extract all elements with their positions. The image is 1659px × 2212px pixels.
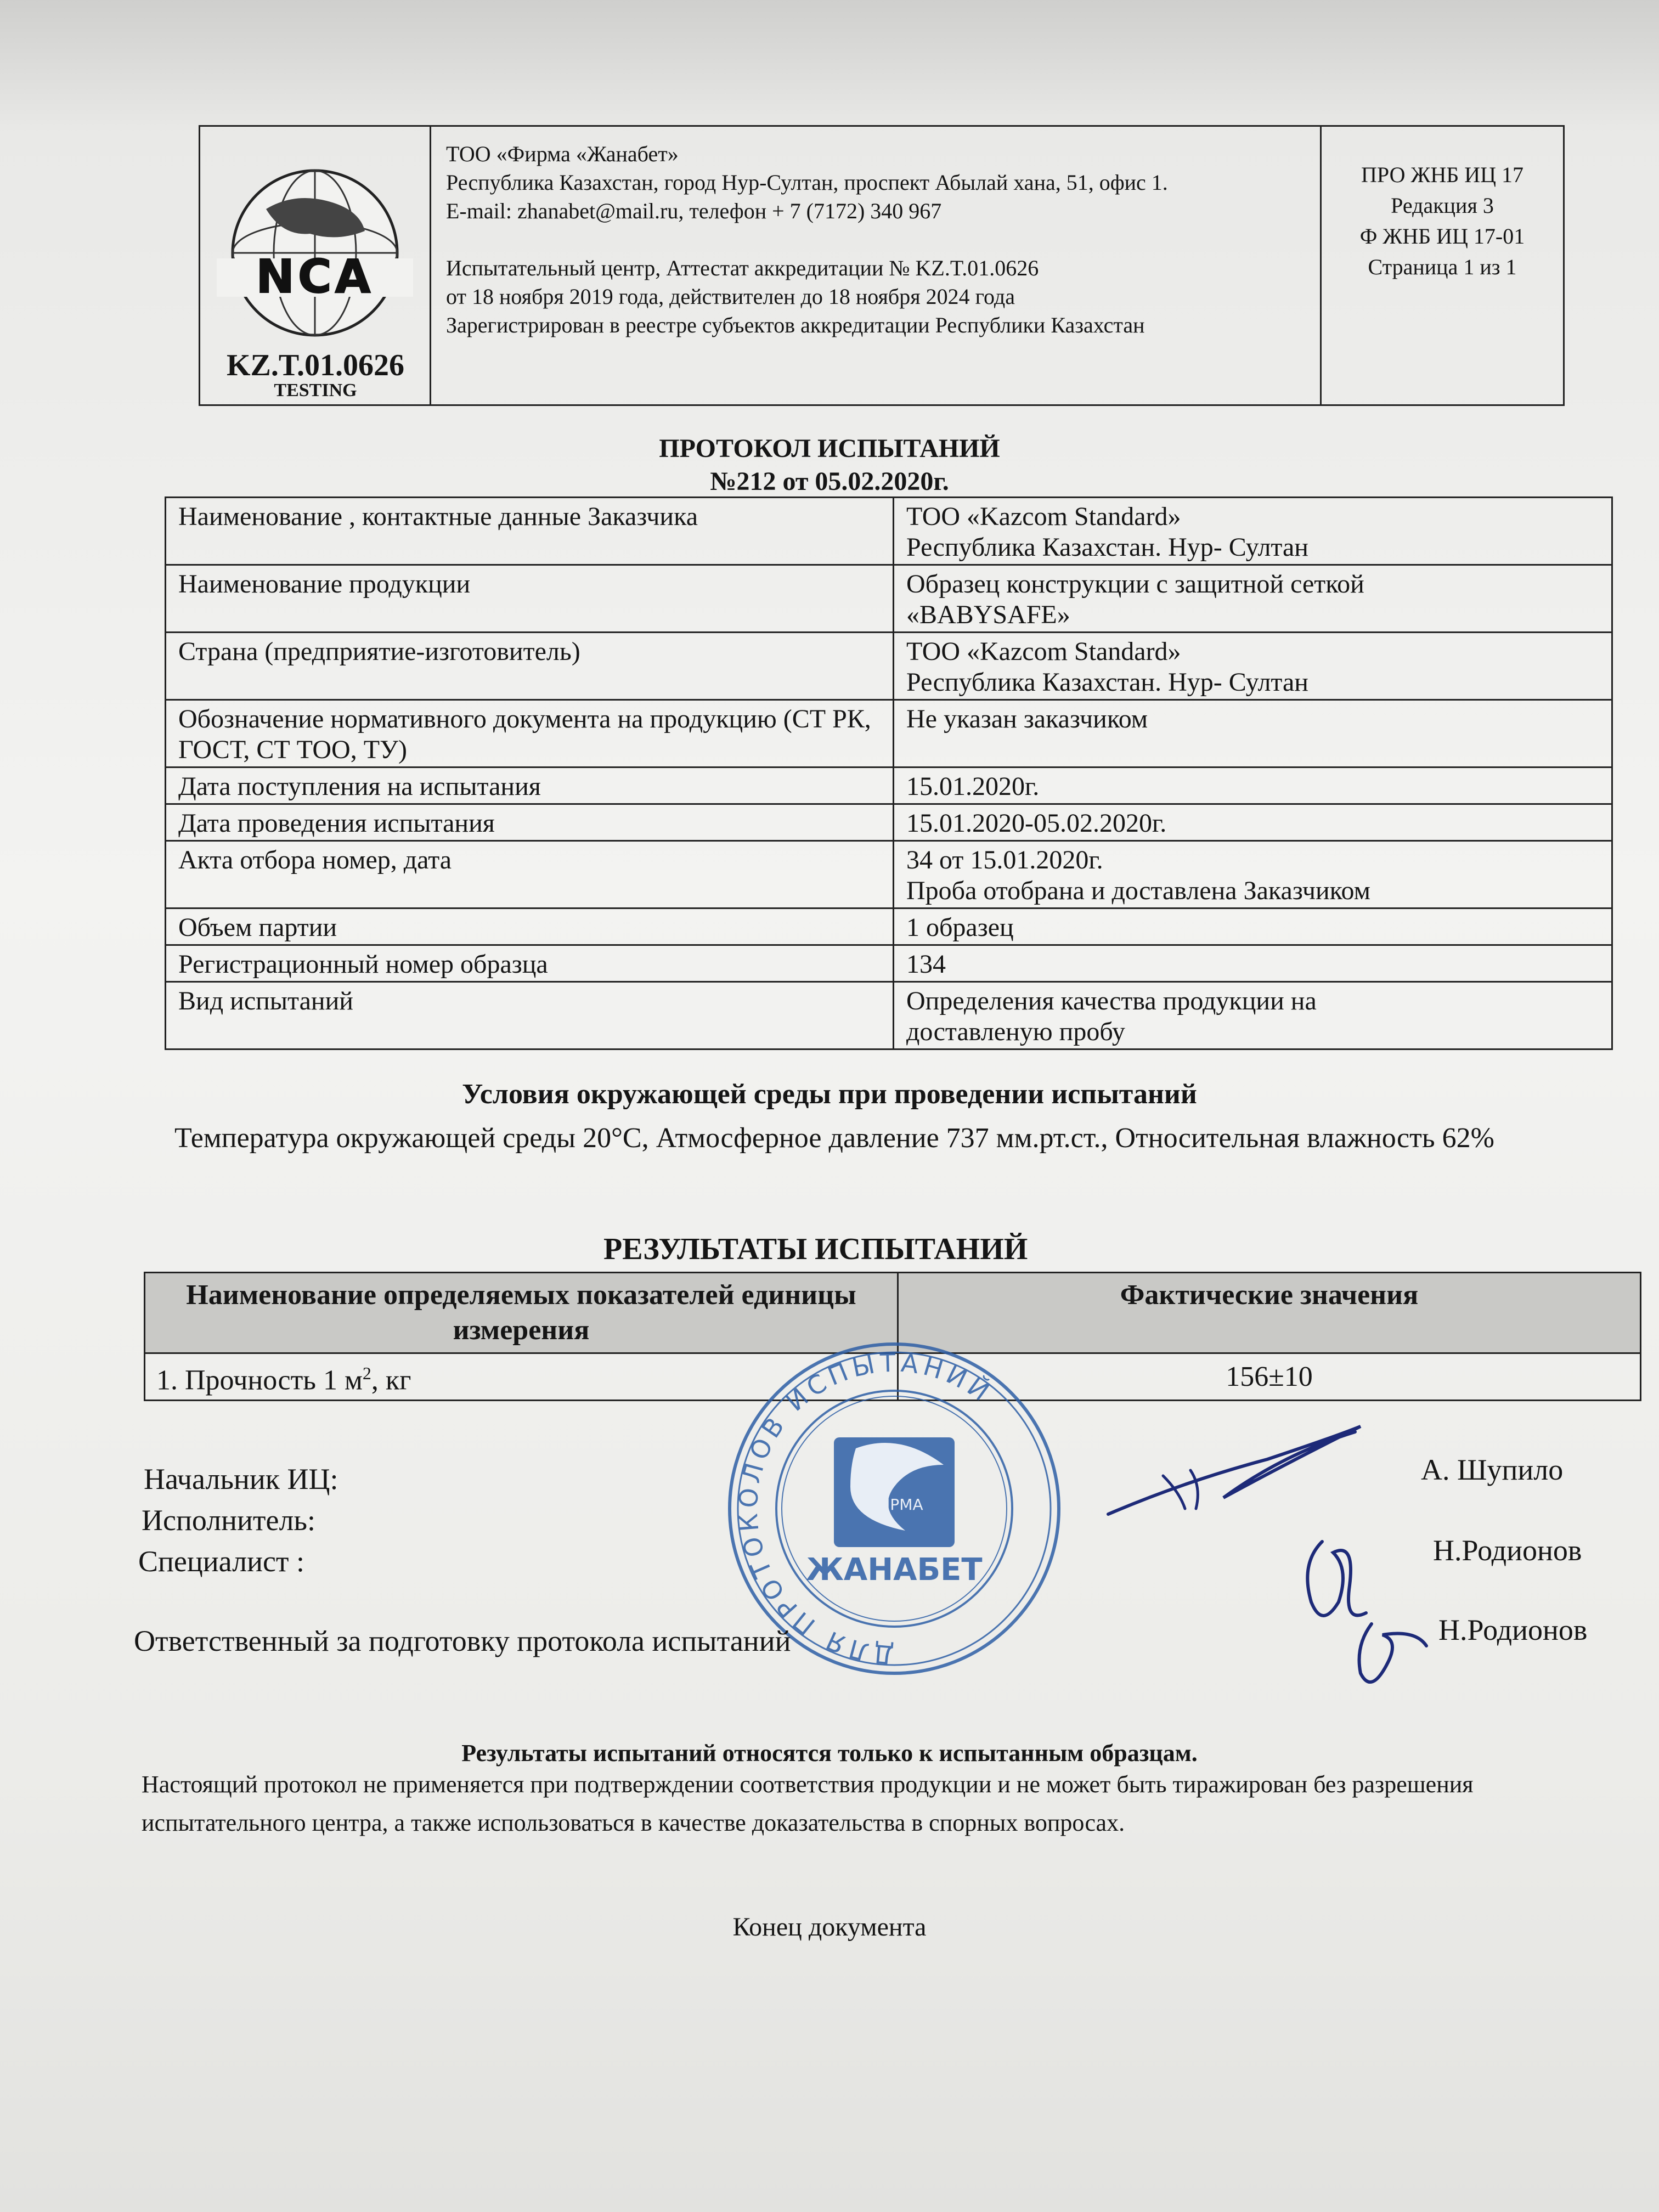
info-value-line: «BABYSAFE»	[906, 600, 1070, 629]
protocol-number: №212 от 05.02.2020г.	[710, 467, 949, 496]
info-value-line: ТОО «Kazcom Standard»	[906, 637, 1181, 666]
head-name: А. Шупило	[1421, 1453, 1564, 1486]
info-value	[894, 633, 1612, 700]
info-value	[894, 565, 1612, 633]
info-key: Страна (предприятие-изготовитель)	[166, 633, 894, 700]
results-col-indicator: Наименование определяемых показателей единицы измерения	[145, 1273, 898, 1353]
table-row	[166, 768, 1612, 804]
info-key: Дата проведения испытания	[166, 804, 894, 841]
table-row	[166, 565, 1612, 633]
info-key: Объем партии	[166, 909, 894, 945]
logo-cell	[200, 127, 431, 404]
table-row	[166, 633, 1612, 700]
doc-id-line: Редакция 3	[1391, 193, 1494, 218]
info-value	[894, 498, 1612, 565]
results-disclaimer-title: Результаты испытаний относятся только к испытанным образцам.	[461, 1740, 1198, 1767]
info-key: Обозначение нормативного документа на продукцию (СТ РК, ГОСТ, СТ ТОО, ТУ)	[166, 700, 894, 768]
info-value-line: ТОО «Kazcom Standard»	[906, 502, 1181, 531]
result-indicator-text: 1. Прочность 1 м	[156, 1364, 363, 1396]
info-key: Регистрационный номер образца	[166, 945, 894, 982]
info-key: Вид испытаний	[166, 982, 894, 1049]
org-line	[446, 225, 1168, 254]
logo-text: NCA	[256, 250, 374, 303]
info-value-line: 1 образец	[906, 913, 1014, 942]
info-value	[894, 804, 1612, 841]
info-value-line: Не указан заказчиком	[906, 704, 1148, 733]
info-value-line: Республика Казахстан. Нур- Султан	[906, 533, 1308, 562]
table-row	[166, 841, 1612, 909]
stamp-center-text: ЖАНАБЕТ	[806, 1552, 983, 1588]
info-value	[894, 768, 1612, 804]
result-indicator-sup: 2	[362, 1363, 371, 1383]
doc-id-line: Ф ЖНБ ИЦ 17-01	[1359, 224, 1525, 249]
info-value-line: 34 от 15.01.2020г.	[906, 845, 1103, 874]
responsible-name: Н.Родионов	[1438, 1613, 1588, 1646]
conditions-text: Температура окружающей среды 20°С, Атмосферное давление 737 мм.рт.ст., Относительная влажность 62%	[174, 1122, 1494, 1154]
organization-info	[446, 140, 1168, 340]
result-value: 156±10	[898, 1353, 1641, 1401]
specialist-signature	[1289, 1520, 1454, 1695]
results-disclaimer: Настоящий протокол не применяется при подтверждении соответствия продукции и не может быть тиражирован без разрешения испытательного центра, а также использоваться в качестве доказательства в спорных вопросах.	[142, 1771, 1474, 1836]
info-value-line: Республика Казахстан. Нур- Султан	[906, 668, 1308, 697]
info-value-line: доставленую пробу	[906, 1017, 1125, 1046]
doc-id-line: ПРО ЖНБ ИЦ 17	[1361, 162, 1523, 187]
org-line: E-mail: zhanabet@mail.ru, телефон + 7 (7172) 340 967	[446, 199, 942, 223]
specialist-name: Н.Родионов	[1433, 1534, 1582, 1567]
testing-label: TESTING	[274, 380, 357, 400]
info-value	[894, 945, 1612, 982]
stamp-ring-text: ДЛЯ ПРОТОКОЛОВ ИСПЫТАНИЙ	[733, 1347, 998, 1670]
info-value-line: 134	[906, 950, 946, 979]
doc-id-line: Страница 1 из 1	[1368, 255, 1517, 279]
results-col-value: Фактические значения	[898, 1273, 1641, 1353]
table-row	[166, 804, 1612, 841]
specialist-label: Специалист :	[138, 1545, 305, 1578]
info-value-line: Образец конструкции с защитной сеткой	[906, 569, 1364, 599]
info-value-line: 15.01.2020-05.02.2020г.	[906, 809, 1167, 838]
table-row	[166, 909, 1612, 945]
responsible-label: Ответственный за подготовку протокола испытаний	[134, 1624, 791, 1657]
org-line: ТОО «Фирма «Жанабет»	[446, 142, 679, 166]
table-row	[166, 498, 1612, 565]
org-line: Республика Казахстан, город Нур-Султан, проспект Абылай хана, 51, офис 1.	[446, 170, 1168, 195]
table-row	[166, 982, 1612, 1049]
head-label: Начальник ИЦ:	[144, 1463, 338, 1496]
table-row	[166, 945, 1612, 982]
info-value-line: Определения качества продукции на	[906, 986, 1317, 1015]
info-value	[894, 909, 1612, 945]
info-table	[165, 496, 1613, 1050]
protocol-title: ПРОТОКОЛ ИСПЫТАНИЙ	[659, 434, 1000, 463]
info-value-line: 15.01.2020г.	[906, 772, 1040, 801]
doc-id-block	[1322, 160, 1563, 283]
info-key: Наименование , контактные данные Заказчика	[166, 498, 894, 565]
stamp-small-text: ФИРМА	[865, 1496, 923, 1514]
result-indicator-unit: , кг	[371, 1364, 411, 1396]
info-key: Акта отбора номер, дата	[166, 841, 894, 909]
org-line: Зарегистрирован в реестре субъектов аккредитации Республики Казахстан	[446, 313, 1145, 337]
end-of-document: Конец документа	[732, 1912, 927, 1942]
info-value	[894, 982, 1612, 1049]
results-title: РЕЗУЛЬТАТЫ ИСПЫТАНИЙ	[603, 1232, 1028, 1266]
info-value-line: Проба отобрана и доставлена Заказчиком	[906, 876, 1370, 905]
head-signature	[1103, 1415, 1377, 1525]
accreditation-code: KZ.T.01.0626	[226, 348, 405, 382]
org-line: от 18 ноября 2019 года, действителен до 18 ноября 2024 года	[446, 284, 1015, 309]
header-box	[199, 125, 1565, 406]
info-value	[894, 700, 1612, 768]
org-line: Испытательный центр, Аттестат аккредитации № KZ.T.01.0626	[446, 256, 1039, 280]
info-key: Наименование продукции	[166, 565, 894, 633]
info-key: Дата поступления на испытания	[166, 768, 894, 804]
executor-label: Исполнитель:	[142, 1504, 316, 1537]
nca-globe-logo	[200, 127, 430, 346]
conditions-title: Условия окружающей среды при проведении испытаний	[462, 1079, 1197, 1110]
table-row	[166, 700, 1612, 768]
info-value	[894, 841, 1612, 909]
